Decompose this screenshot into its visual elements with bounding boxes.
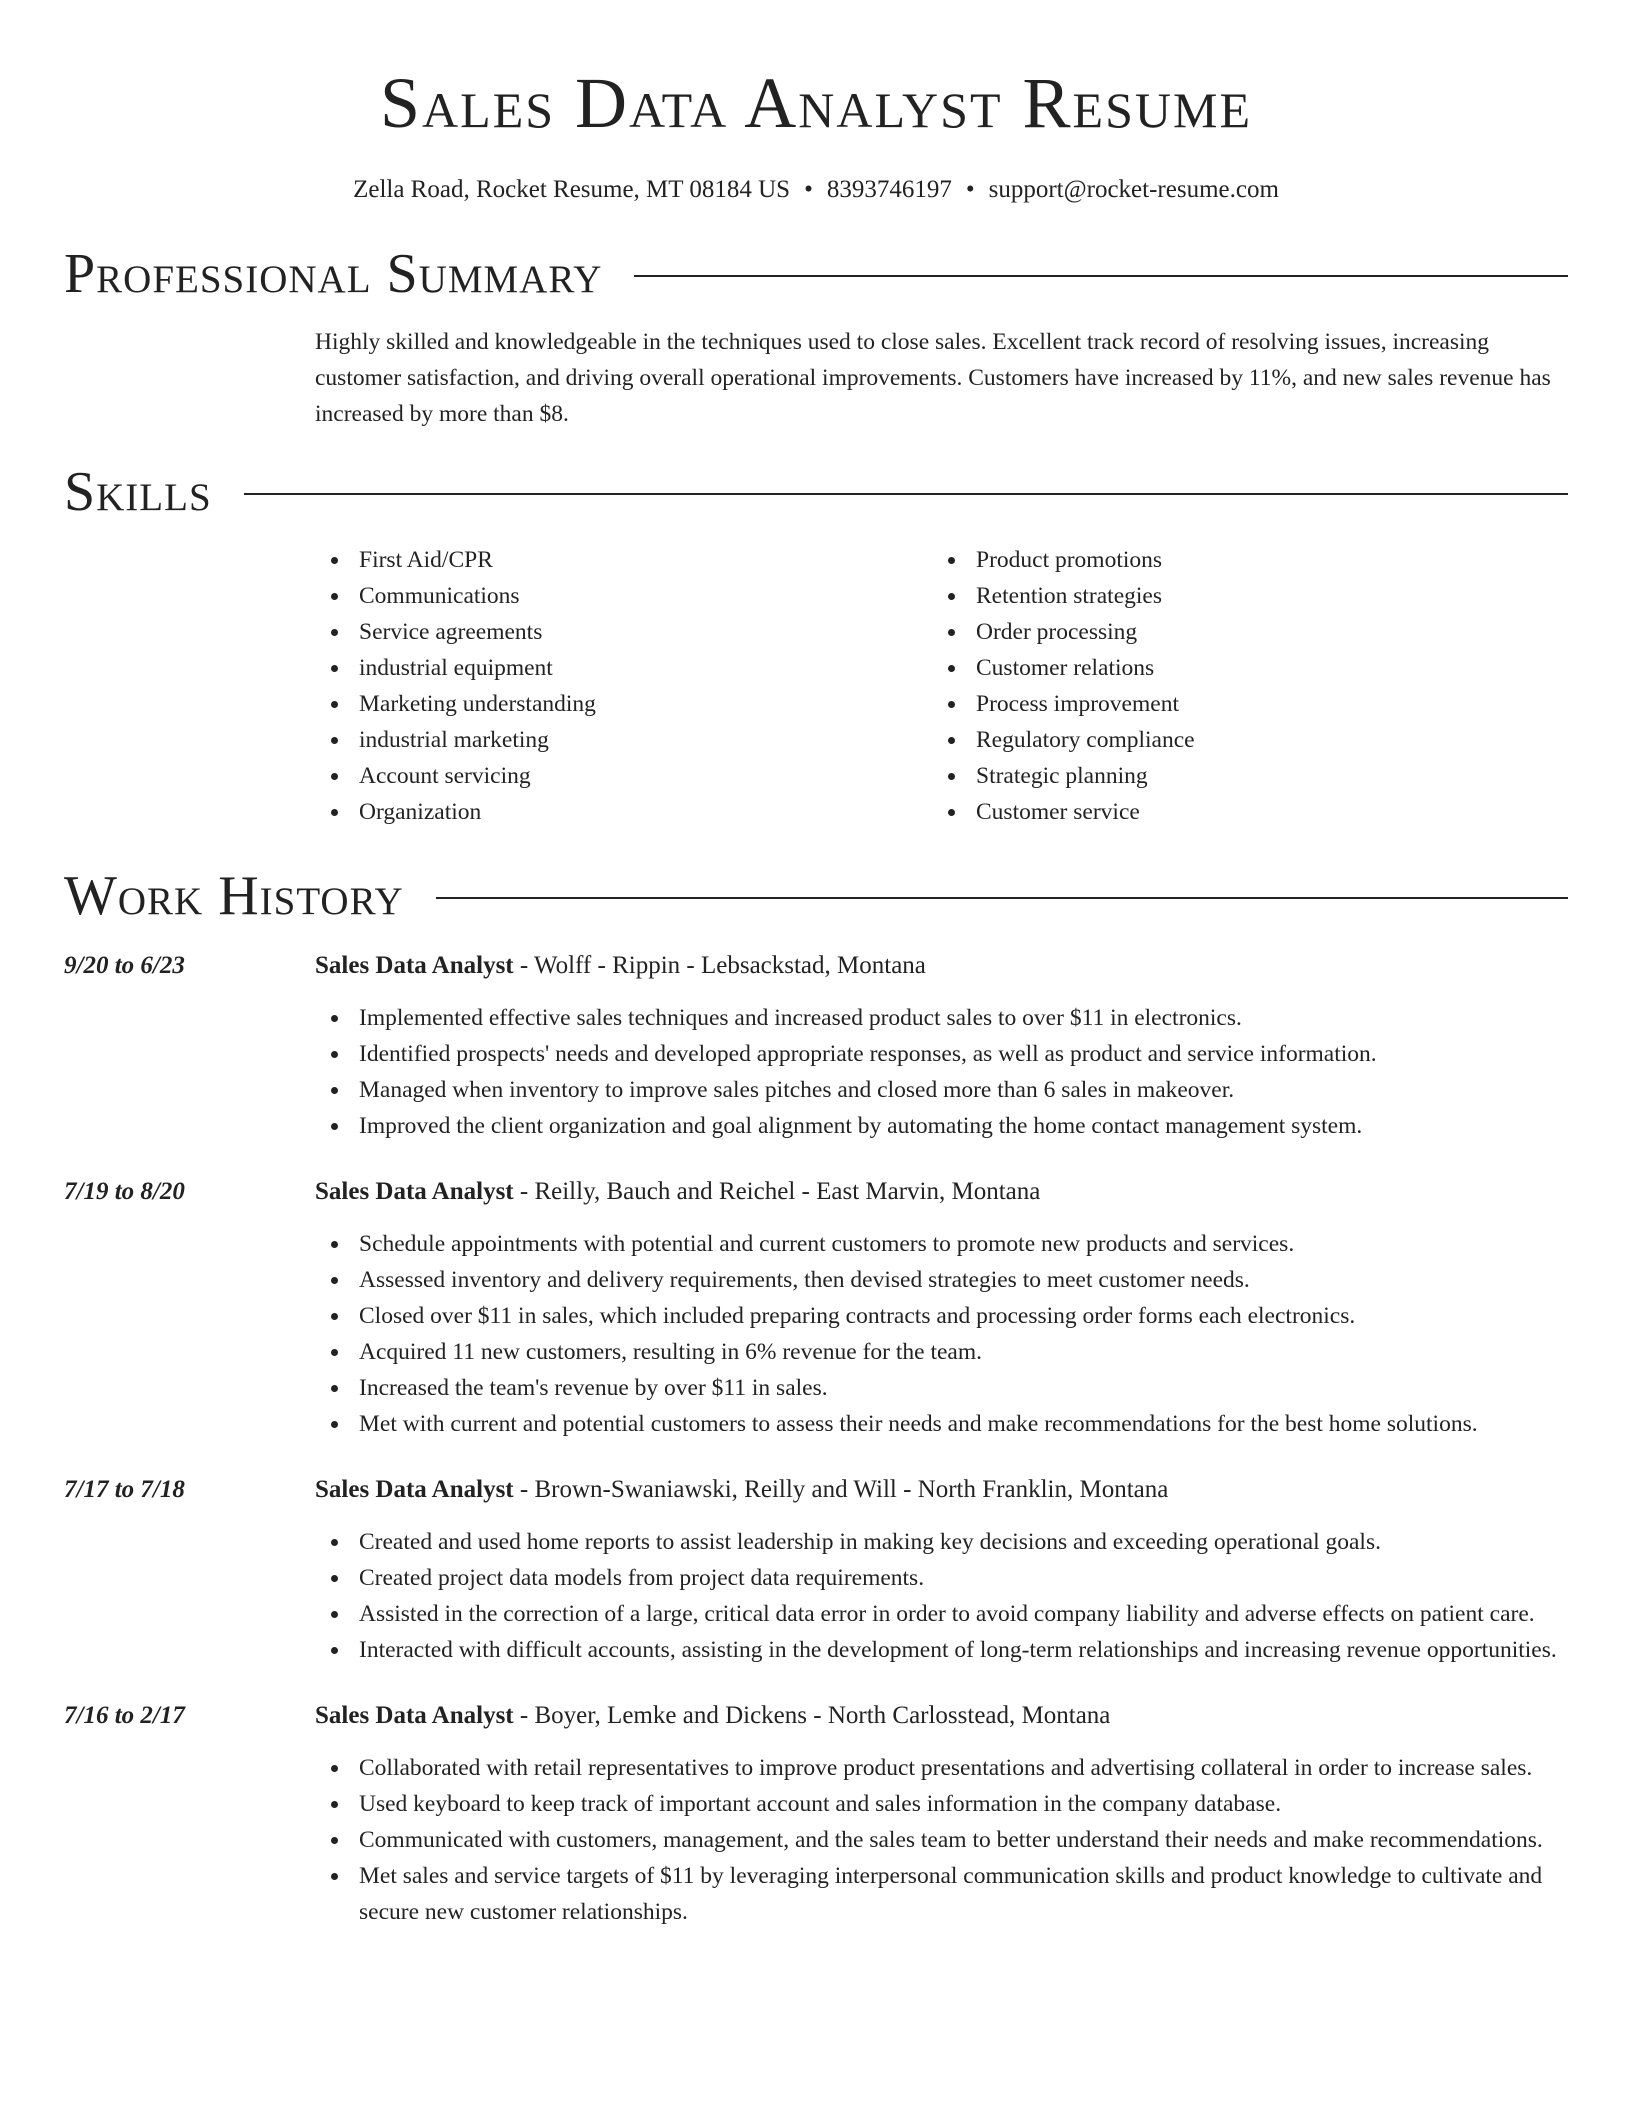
skill-item: Product promotions [932,542,1549,578]
job-dates: 7/17 to 7/18 [64,1476,185,1503]
work-history-list [64,948,1568,1930]
skill-item: industrial marketing [315,722,932,758]
job-role: Sales Data Analyst [315,1702,514,1729]
job-bullet: Used keyboard to keep track of important account and sales information in the company database. [315,1786,1568,1822]
job-dates: 9/20 to 6/23 [64,952,185,979]
job-bullet: Met with current and potential customers to assess their needs and make recommendations for the best home solutions. [315,1406,1568,1442]
skills-list [315,542,1568,830]
job-bullets [315,1226,1568,1442]
job-employer: - Wolff - Rippin - Lebsackstad, Montana [513,952,926,979]
job-bullets [315,1000,1568,1144]
skill-item: First Aid/CPR [315,542,932,578]
skill-item: industrial equipment [315,650,932,686]
job-header [64,1174,1568,1210]
job-entry [64,1698,1568,1930]
job-bullet: Schedule appointments with potential and current customers to promote new products and services. [315,1226,1568,1262]
skill-item: Strategic planning [932,758,1549,794]
skills-column-right [932,542,1549,830]
section-divider [436,897,1568,899]
skill-item: Customer service [932,794,1549,830]
contact-line [64,174,1568,206]
job-bullets [315,1524,1568,1668]
job-bullet: Increased the team's revenue by over $11 in sales. [315,1370,1568,1406]
skill-item: Customer relations [932,650,1549,686]
contact-separator: • [965,176,975,203]
contact-phone: 8393746197 [826,176,952,203]
job-bullet: Assessed inventory and delivery requirements, then devised strategies to meet customer needs. [315,1262,1568,1298]
job-title-line [315,1472,1168,1508]
skill-item: Marketing understanding [315,686,932,722]
contact-separator: • [804,176,813,203]
job-bullet: Acquired 11 new customers, resulting in 6% revenue for the team. [315,1334,1568,1370]
job-title-line [315,1698,1110,1734]
job-employer: - Reilly, Bauch and Reichel - East Marvin, Montana [513,1178,1041,1205]
skill-item: Retention strategies [932,578,1549,614]
job-dates: 7/16 to 2/17 [64,1702,185,1729]
skill-item: Process improvement [932,686,1549,722]
job-employer: - Brown-Swaniawski, Reilly and Will - North Franklin, Montana [513,1476,1169,1503]
work-section-header [64,864,1568,928]
job-bullet: Closed over $11 in sales, which included preparing contracts and processing order forms each electronics. [315,1298,1568,1334]
skills-column-left [315,542,932,830]
skills-section-header [64,460,1568,524]
contact-address: Zella Road, Rocket Resume, MT 08184 US [353,176,791,203]
job-bullet: Created project data models from project data requirements. [315,1560,1568,1596]
job-entry [64,948,1568,1144]
job-bullet: Identified prospects' needs and developed appropriate responses, as well as product and service information. [315,1036,1568,1072]
summary-heading: Professional Summary [64,243,603,305]
job-title-line [315,948,926,984]
job-bullet: Created and used home reports to assist leadership in making key decisions and exceeding operational goals. [315,1524,1568,1560]
job-dates: 7/19 to 8/20 [64,1178,185,1205]
job-bullet: Communicated with customers, management, and the sales team to better understand their needs and make recommendations. [315,1822,1568,1858]
work-heading: Work History [64,865,404,927]
skill-item: Service agreements [315,614,932,650]
job-entry [64,1174,1568,1442]
skill-item: Order processing [932,614,1549,650]
job-role: Sales Data Analyst [315,952,514,979]
job-role: Sales Data Analyst [315,1178,514,1205]
job-bullet: Met sales and service targets of $11 by leveraging interpersonal communication skills and product knowledge to cultivate and secure new customer relationships. [315,1858,1568,1930]
job-header [64,1472,1568,1508]
summary-section-header [64,242,1568,306]
section-divider [244,493,1568,495]
contact-email: support@rocket-resume.com [988,176,1279,203]
skill-item: Organization [315,794,932,830]
job-bullet: Managed when inventory to improve sales pitches and closed more than 6 sales in makeover. [315,1072,1568,1108]
job-header [64,1698,1568,1734]
job-header [64,948,1568,984]
skills-heading: Skills [64,461,212,523]
job-employer: - Boyer, Lemke and Dickens - North Carlosstead, Montana [513,1702,1111,1729]
job-bullet: Assisted in the correction of a large, critical data error in order to avoid company liability and adverse effects on patient care. [315,1596,1568,1632]
job-bullet: Collaborated with retail representatives to improve product presentations and advertising collateral in order to increase sales. [315,1750,1568,1786]
summary-text: Highly skilled and knowledgeable in the techniques used to close sales. Excellent track record of resolving issues, increasing customer satisfaction, and driving overall operational improvements. Customers have increased by 11%, and new sales revenue has increased by more than $8. [315,329,1551,427]
job-title-line [315,1174,1040,1210]
skill-item: Account servicing [315,758,932,794]
job-bullet: Implemented effective sales techniques and increased product sales to over $11 in electronics. [315,1000,1568,1036]
job-entry [64,1472,1568,1668]
resume-title: Sales Data Analyst Resume [380,63,1252,143]
job-bullet: Improved the client organization and goal alignment by automating the home contact management system. [315,1108,1568,1144]
job-bullets [315,1750,1568,1930]
skill-item: Communications [315,578,932,614]
skill-item: Regulatory compliance [932,722,1549,758]
job-bullet: Interacted with difficult accounts, assisting in the development of long-term relationships and increasing revenue opportunities. [315,1632,1568,1668]
section-divider [634,275,1568,277]
job-role: Sales Data Analyst [315,1476,514,1503]
